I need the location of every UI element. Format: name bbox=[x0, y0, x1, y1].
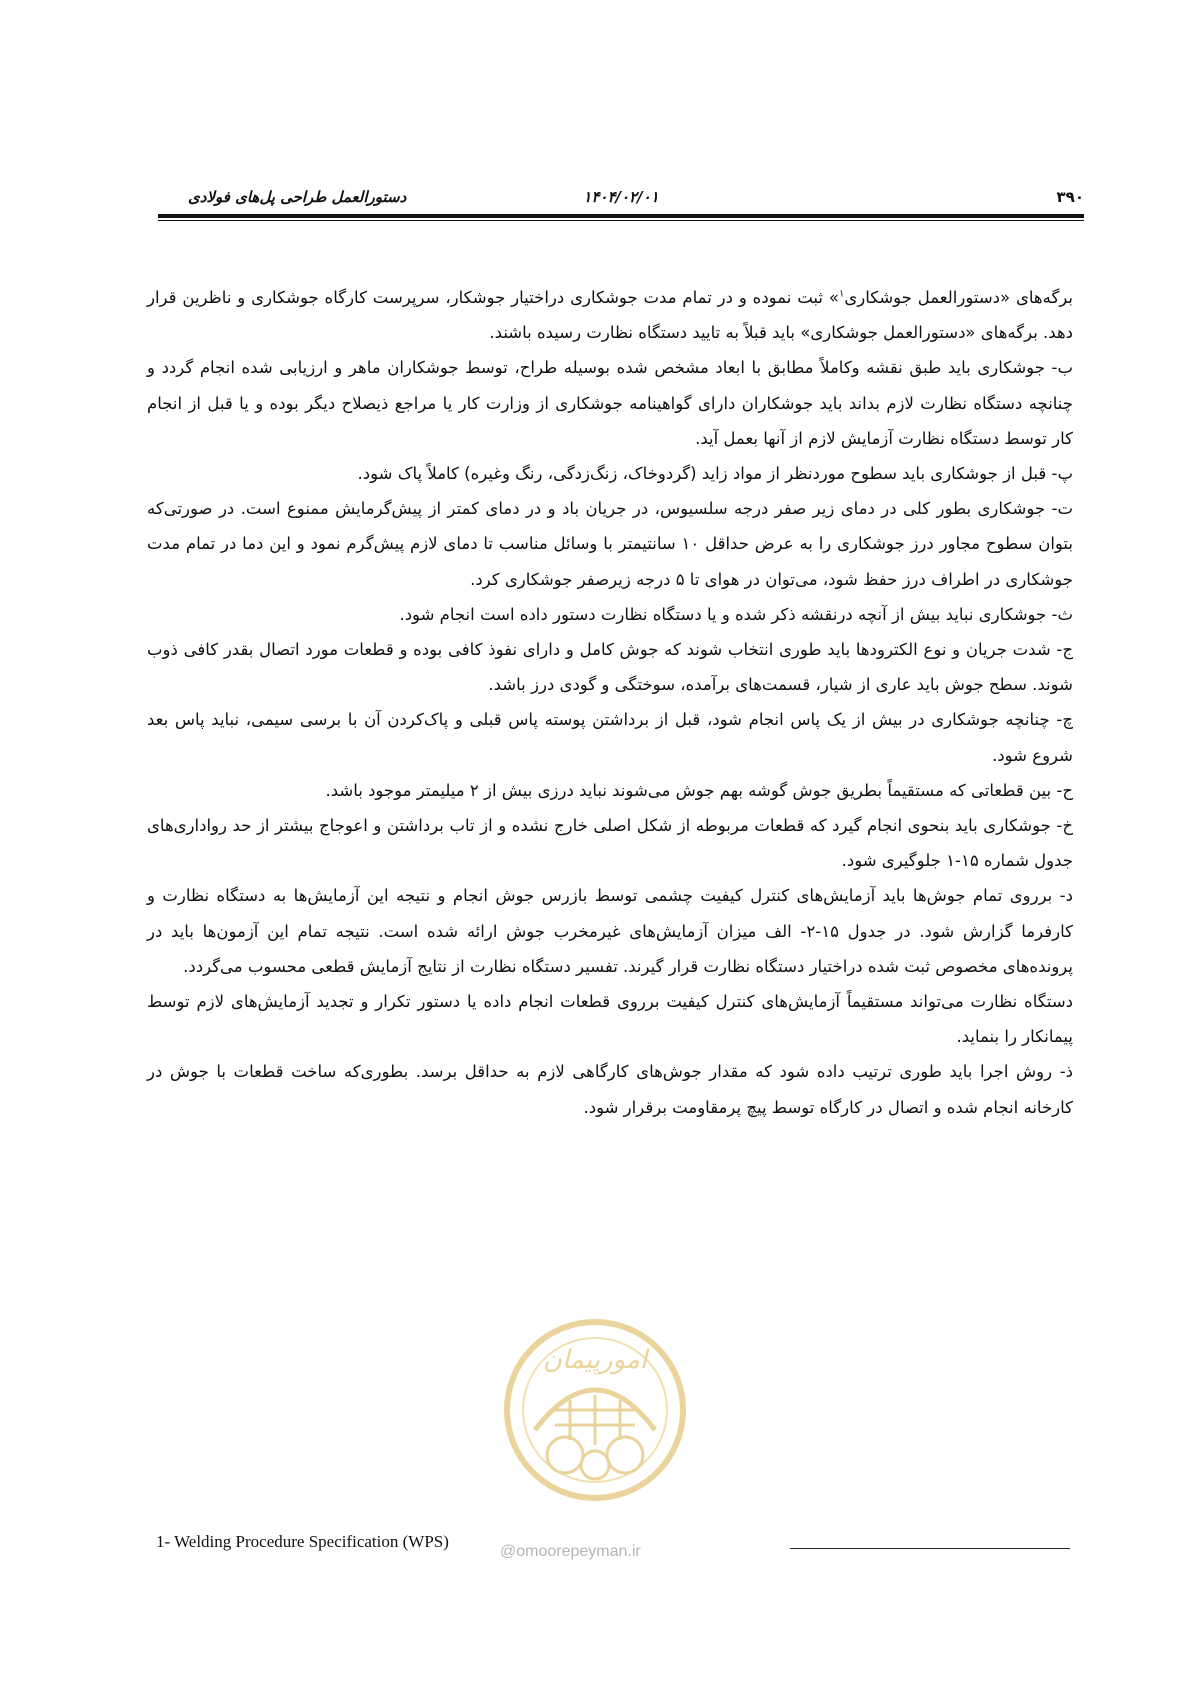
body-text bbox=[147, 280, 1073, 1125]
header-rule bbox=[158, 214, 1084, 218]
running-header bbox=[158, 188, 1084, 212]
header-date: ۱۴۰۴/۰۲/۰۱ bbox=[583, 188, 659, 206]
header-title: دستورالعمل طراحی پل‌های فولادی bbox=[188, 188, 407, 206]
header-rule-thin bbox=[158, 220, 1084, 221]
paragraph-kh: خ- جوشکاری باید بنحوی انجام گیرد که قطعات مربوطه از شکل اصلی خارج نشده و از تاب برداشتن و اعوجاج بیشتر از حد رواداری‌های جدول شماره ۱۵-۱ جلوگیری شود. bbox=[147, 816, 1073, 871]
paragraph-h: ح- بین قطعاتی که مستقیماً بطریق جوش گوشه بهم جوش می‌شوند نباید درزی بیش از ۲ میلیمتر موجود باشد. bbox=[325, 780, 1073, 800]
page-number: ۳۹۰ bbox=[1056, 188, 1084, 206]
watermark-logo-text: امورپیمان bbox=[542, 1345, 648, 1375]
watermark-logo bbox=[495, 1290, 695, 1530]
footnote: 1- Welding Procedure Specification (WPS) bbox=[156, 1532, 449, 1551]
paragraph-t: ت- جوشکاری بطور کلی در دمای زیر صفر درجه سلسیوس، در جریان باد و در دمای کمتر از پیش‌گرمایش ممنوع است. در صورتی‌که بتوان سطوح مجاور درز جوشکاری را به عرض حداقل ۱۰ سانتیمتر با وسائل مناسب تا دمای لازم پیش‌گرم نمود و این دما در تمام مدت جوشکاری در اطراف درز حفظ شود، می‌توان در هوای تا ۵ درجه زیرصفر جوشکاری کرد. bbox=[147, 499, 1073, 589]
paragraph-d: د- برروی تمام جوش‌ها باید آزمایش‌های کنترل کیفیت چشمی توسط بازرس جوش انجام و نتیجه این آزمایش‌ها به دستگاه نظارت و کارفرما گزارش شود. در جدول ۱۵-۲- الف میزان آزمایش‌های غیرمخرب جوش ارائه شده است. نتیجه تمام این آزمون‌ها باید در پرونده‌های مخصوص ثبت شده دراختیار دستگاه نظارت قرار گیرند. تفسیر دستگاه نظارت از نتایج آزمایش قطعی محسوب می‌گردد. bbox=[147, 886, 1073, 976]
watermark-url: @omoorepeyman.ir bbox=[500, 1543, 641, 1560]
paragraph-th: ث- جوشکاری نباید بیش از آنچه درنقشه ذکر شده و یا دستگاه نظارت دستور داده است انجام شود. bbox=[399, 604, 1073, 624]
paragraph-b: ب- جوشکاری باید طبق نقشه وکاملاً مطابق با ابعاد مشخص شده بوسیله طراح، توسط جوشکاران ماهر و ارزیابی شده انجام گردد و چنانچه دستگاه نظارت لازم بداند باید جوشکاران دارای گواهینامه جوشکاری از وزارت کار یا مراجع ذیصلاح دیگر بوده و یا قبل از انجام کار توسط دستگاه نظارت آزمایش لازم از آنها بعمل آید. bbox=[147, 358, 1073, 448]
footnote-rule bbox=[790, 1548, 1070, 1549]
paragraph-ch: چ- چنانچه جوشکاری در بیش از یک پاس انجام شود، قبل از برداشتن پوسته پاس قبلی و پاک‌کردن آن با برسی سیمی، نباید پاس بعد شروع شود. bbox=[147, 710, 1073, 765]
footnote-marker: ۱ bbox=[838, 288, 845, 300]
paragraph-z: ذ- روش اجرا باید طوری ترتیب داده شود که مقدار جوش‌های کارگاهی لازم به حداقل برسد. بطوری‌که ساخت قطعات با جوش در کارخانه انجام شده و اتصال در کارگاه توسط پیچ پرمقاومت برقرار شود. bbox=[147, 1062, 1073, 1117]
paragraph-p: پ- قبل از جوشکاری باید سطوح موردنظر از مواد زاید (گردوخاک، زنگ‌زدگی، رنگ وغیره) کاملاً پاک شود. bbox=[357, 464, 1073, 484]
paragraph-wps bbox=[147, 280, 1073, 350]
paragraph-supervision: دستگاه نظارت می‌تواند مستقیماً آزمایش‌های کنترل کیفیت برروی قطعات انجام داده یا دستور تکرار و تجدید آزمایش‌های لازم توسط پیمانکار را بنماید. bbox=[147, 992, 1073, 1047]
paragraph-wps-start: برگه‌های «دستورالعمل جوشکاری bbox=[844, 288, 1074, 307]
paragraph-j: ج- شدت جریان و نوع الکترودها باید طوری انتخاب شوند که جوش کامل و دارای نفوذ کافی بوده و قطعات مورد اتصال بقدر کافی ذوب شوند. سطح جوش باید عاری از شیار، قسمت‌های برآمده، سوختگی و گودی درز باشد. bbox=[147, 640, 1073, 695]
paragraph-wps-end: » ثبت نموده و در تمام مدت جوشکاری دراختیار جوشکار، سرپرست کارگاه جوشکاری و ناظرین قرار دهد. برگه‌های «دستورالعمل جوشکاری» باید قبلاً به تایید دستگاه نظارت رسیده باشند. bbox=[147, 288, 1073, 343]
